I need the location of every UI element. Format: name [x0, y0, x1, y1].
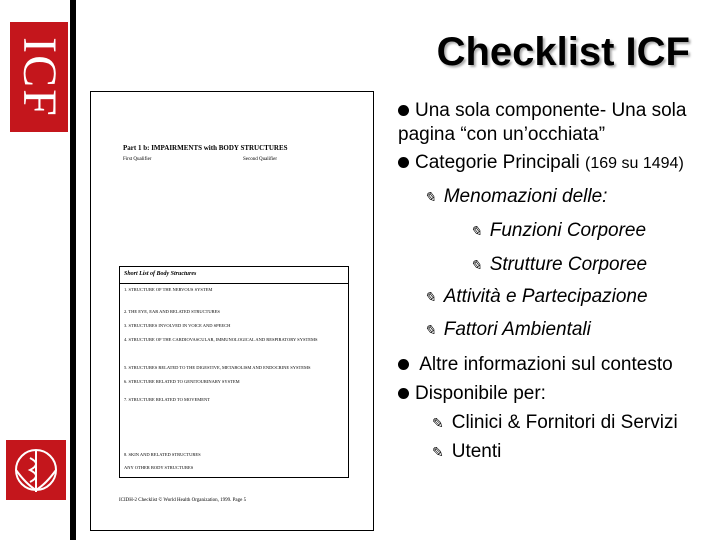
doc-table-row: 4. STRUCTURE OF THE CARDIOVASCULAR, IMMUNOLOGICAL AND RESPIRATORY SYSTEMS	[124, 337, 318, 342]
who-emblem-icon	[6, 440, 66, 500]
bullet-4	[398, 383, 546, 405]
doc-col2: Second Qualifier	[243, 157, 278, 162]
doc-col1: First Qualifier	[123, 157, 152, 162]
icf-logo	[10, 22, 68, 132]
sub-sub-bullet-strutture	[470, 254, 647, 276]
bullet-1-text: Una sola componente- Una sola	[415, 100, 687, 121]
doc-table-row: 7. STRUCTURE RELATED TO MOVEMENT	[124, 397, 210, 402]
pen-bullet-icon: ✎	[470, 223, 482, 239]
sub-bullet-text: Clinici & Fornitori di Servizi	[451, 412, 678, 433]
sub-sub-bullet-funzioni	[470, 220, 646, 242]
sub-bullet-text: Fattori Ambientali	[443, 319, 591, 340]
bullet-1	[398, 100, 686, 122]
doc-qualifier-block	[123, 156, 338, 163]
doc-part-title: Part 1 b: IMPAIRMENTS with BODY STRUCTURES	[123, 144, 288, 152]
doc-table-row: 6. STRUCTURE RELATED TO GENITOURINARY SYSTEM	[124, 379, 240, 384]
sub-bullet-text: Utenti	[451, 441, 502, 462]
doc-footer: ICIDH-2 Checklist © World Health Organization, 1999. Page 5	[119, 498, 247, 503]
sub-bullet-utenti	[432, 441, 501, 463]
bullet-dot-icon	[398, 359, 409, 370]
slide-title: Checklist ICF	[436, 30, 690, 74]
bullet-3	[398, 354, 673, 376]
sub-bullet-text: Funzioni Corporee	[489, 220, 647, 241]
bullet-4-text: Disponibile per:	[415, 383, 546, 404]
bullet-dot-icon	[398, 105, 409, 116]
doc-table-row: 1. STRUCTURE OF THE NERVOUS SYSTEM	[124, 287, 213, 292]
sub-bullet-menomazioni	[424, 186, 607, 208]
vertical-divider	[70, 0, 76, 540]
sub-bullet-text: Attività e Partecipazione	[443, 286, 648, 307]
sub-bullet-clinici	[432, 412, 678, 434]
pen-bullet-icon: ✎	[432, 415, 444, 431]
pen-bullet-icon: ✎	[424, 322, 436, 338]
pen-bullet-icon: ✎	[470, 257, 482, 273]
pen-bullet-icon: ✎	[432, 444, 444, 460]
pen-bullet-icon: ✎	[424, 289, 436, 305]
bullet-2-count: (169 su 1494)	[585, 155, 684, 172]
bullet-1-line2: pagina “con un’occhiata”	[398, 124, 606, 145]
pen-bullet-icon: ✎	[424, 189, 436, 205]
bullet-2	[398, 152, 684, 174]
bullet-3-text: Altre informazioni sul contesto	[415, 354, 673, 375]
doc-table-row: 5. STRUCTURES RELATED TO THE DIGESTIVE, METABOLISM AND ENDOCRINE SYSTEMS	[124, 365, 311, 370]
sub-bullet-attivita	[424, 286, 648, 308]
sub-bullet-text: Menomazioni delle:	[443, 186, 608, 207]
bullet-dot-icon	[398, 157, 409, 168]
doc-table-row: 8. SKIN AND RELATED STRUCTURES	[124, 452, 201, 457]
checklist-document-image	[90, 91, 374, 531]
icf-logo-text: ICF	[12, 36, 66, 118]
sub-bullet-text: Strutture Corporee	[489, 254, 648, 275]
doc-structures-table	[119, 266, 349, 478]
doc-table-header: Short List of Body Structures	[124, 271, 197, 277]
sub-bullet-fattori	[424, 319, 591, 341]
doc-table-line	[120, 283, 348, 284]
doc-table-row: 3. STRUCTURES INVOLVED IN VOICE AND SPEECH	[124, 323, 231, 328]
bullet-2-text: Categorie Principali	[415, 152, 586, 173]
doc-table-row: 2. THE EYE, EAR AND RELATED STRUCTURES	[124, 309, 220, 314]
bullet-dot-icon	[398, 388, 409, 399]
doc-table-row: ANY OTHER BODY STRUCTURES	[124, 465, 194, 470]
